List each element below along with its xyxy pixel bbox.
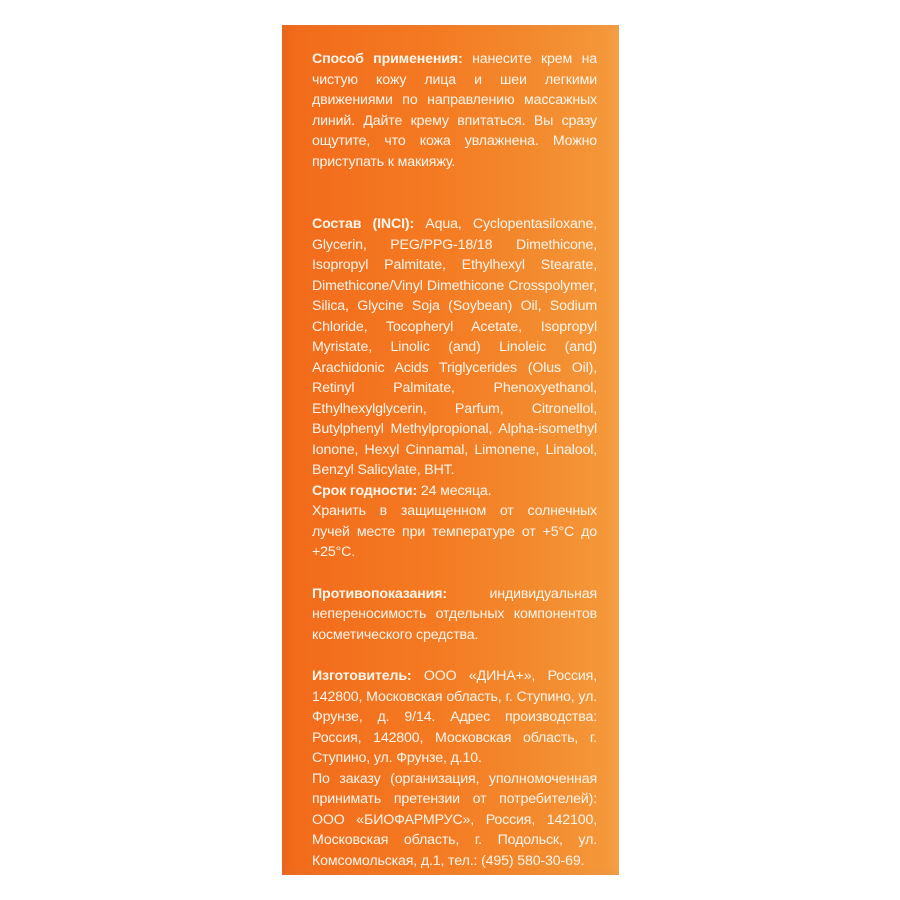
product-box-side-panel <box>282 25 619 875</box>
contraindications-paragraph <box>312 584 597 646</box>
storage-text: Хранить в защищенном от солнечных лучей месте при температуре от +5°С до +25°С. <box>312 503 597 560</box>
composition-heading: Состав (INCI): <box>312 216 415 232</box>
shelf-life-heading: Срок годности: <box>312 482 418 499</box>
usage-heading: Способ применения: <box>312 51 463 67</box>
manufacturer-paragraph <box>312 666 597 769</box>
shelf-life-paragraph <box>312 481 597 502</box>
shelf-life-text: 24 месяца. <box>420 482 492 499</box>
manufacturer-heading: Изготовитель: <box>312 668 412 684</box>
claims-text: По заказу (организация, уполномоченная принимать претензии от потребителей): ООО «БИОФАРМРУС», Россия, 142100, Московская область, г. Подольск, ул. Комсомольская, д.1, тел.: (495) 580-30-69. <box>312 770 597 869</box>
composition-paragraph <box>312 214 597 481</box>
label-text-block <box>312 49 597 871</box>
storage-paragraph <box>312 501 597 563</box>
composition-text: Aqua, Cyclopentasiloxane, Glycerin, PEG/PPG-18/18 Dimethicone, Isopropyl Palmitate, Ethylhexyl Stearate, Dimethicone/Vinyl Dimethicone Crosspolymer, Silica, Glycine Soja (Soybean) Oil, Sodium Chloride, Tocopheryl Acetate, Isopropyl Myristate, Linolic (and) Linoleic (and) Arachidonic Acids Triglycerides (Olus Oil), Retinyl Palmitate, Phenoxyethanol, Ethylhexylglycerin, Parfum, Citronellol, Butylphenyl Methylpropional, Alpha-isomethyl Ionone, Hexyl Cinnamal, Limonene, Linalool, Benzyl Salicylate, BHT. <box>312 216 597 478</box>
manufacturer-text: ООО «ДИНА+», Россия, 142800, Московская область, г. Ступино, ул. Фрунзе, д. 9/14. Адрес производства: Россия, 142800, Московская область, г. Ступино, ул. Фрунзе, д.10. <box>312 668 598 766</box>
claims-paragraph <box>312 769 597 872</box>
usage-paragraph <box>312 49 597 172</box>
contraindications-text: индивидуальная непереносимость отдельных компонентов косметического средства. <box>312 585 597 643</box>
contraindications-heading: Противопоказания: <box>312 585 447 602</box>
usage-text: нанесите крем на чистую кожу лица и шеи легкими движениями по направлению массажных линий. Дайте крему впитаться. Вы сразу ощутите, что кожа увлажнена. Можно приступать к макияжу. <box>312 51 598 170</box>
